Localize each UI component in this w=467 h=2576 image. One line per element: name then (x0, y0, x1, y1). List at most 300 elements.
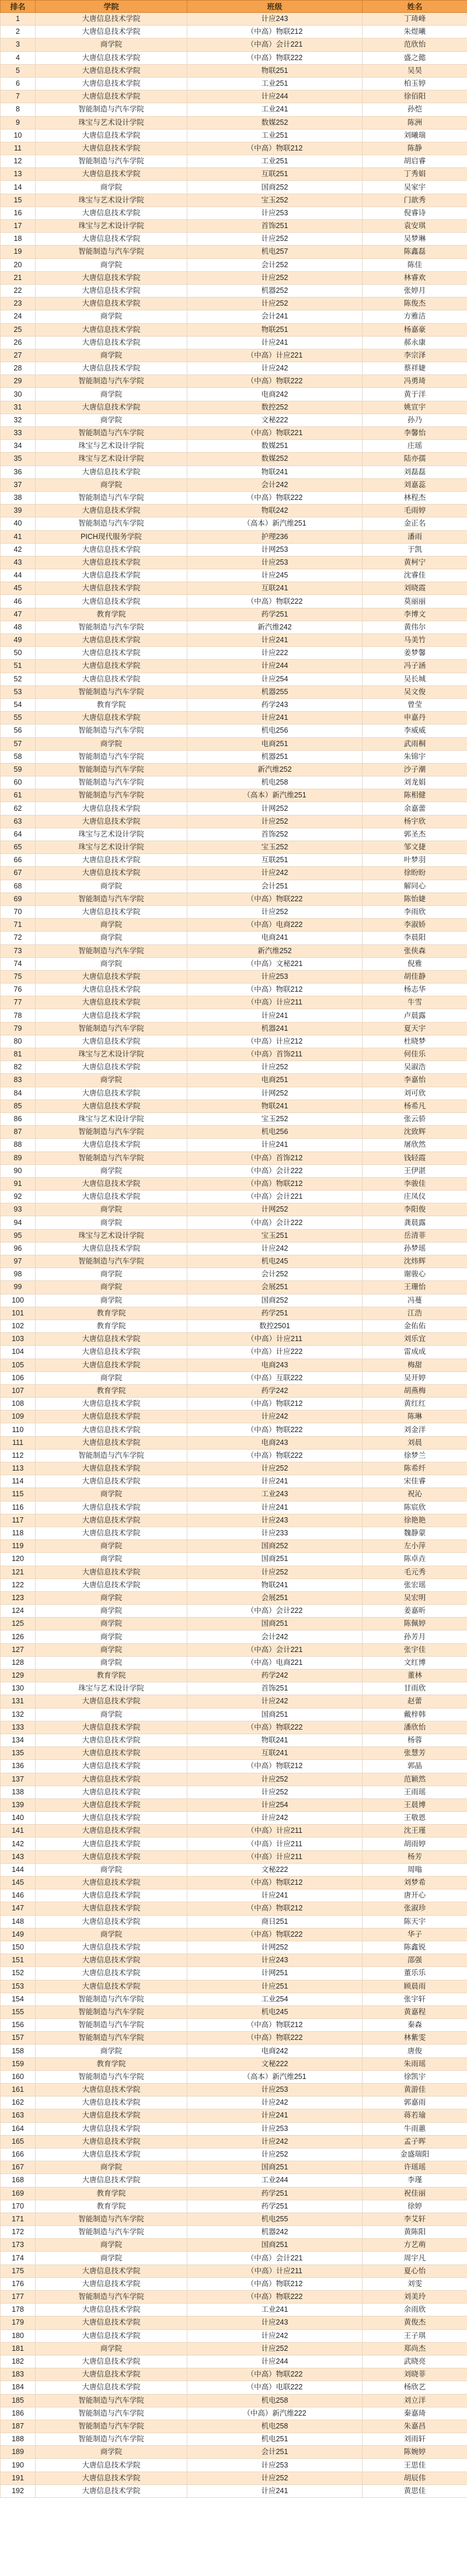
table-row (1, 505, 467, 517)
name-cell: 姜嘉昕 (363, 1605, 467, 1618)
name-cell: 李晨阳 (363, 932, 467, 944)
table-row (1, 1605, 467, 1618)
name-cell: 李艾轩 (363, 2213, 467, 2225)
class-cell: 计应233 (187, 1527, 363, 1539)
table-row (1, 1268, 467, 1281)
school-cell: 大唐信息技术学院 (36, 802, 187, 815)
rank-cell: 26 (1, 336, 36, 349)
school-cell: 大唐信息技术学院 (36, 556, 187, 569)
school-cell: 大唐信息技术学院 (36, 2484, 187, 2497)
school-cell: 大唐信息技术学院 (36, 1035, 187, 1048)
school-cell: 大唐信息技术学院 (36, 1954, 187, 1967)
rank-cell: 9 (1, 116, 36, 129)
school-cell: 智能制造与汽车学院 (36, 1126, 187, 1139)
class-cell: 工业254 (187, 1993, 363, 2006)
table-row (1, 2316, 467, 2329)
rank-cell: 50 (1, 647, 36, 660)
table-row (1, 880, 467, 892)
table-row (1, 298, 467, 310)
school-cell: 商学院 (36, 2342, 187, 2355)
class-cell: 计应252 (187, 815, 363, 828)
rank-cell: 48 (1, 621, 36, 634)
name-cell: 杨宇欣 (363, 815, 467, 828)
class-cell: 机电257 (187, 246, 363, 258)
school-cell: 智能制造与汽车学院 (36, 763, 187, 776)
table-row (1, 2433, 467, 2446)
name-cell: 陈俊杰 (363, 298, 467, 310)
rank-cell: 42 (1, 543, 36, 556)
table-row (1, 970, 467, 983)
school-cell: 大唐信息技术学院 (36, 129, 187, 142)
name-cell: 解同心 (363, 880, 467, 892)
class-cell: 物联241 (187, 1100, 363, 1112)
name-cell: 郑尚杰 (363, 2342, 467, 2355)
table-row (1, 1838, 467, 1850)
school-cell: 珠宝与艺术设计学院 (36, 841, 187, 854)
rank-cell: 85 (1, 1100, 36, 1112)
table-row (1, 905, 467, 918)
school-cell: 大唐信息技术学院 (36, 854, 187, 867)
class-cell: 机电245 (187, 1255, 363, 1268)
name-cell: 胡燕梅 (363, 1384, 467, 1397)
name-cell: 蔡祥婕 (363, 362, 467, 375)
name-cell: 金正名 (363, 517, 467, 530)
name-cell: 吴开婷 (363, 1371, 467, 1384)
class-cell: （中高）物联212 (187, 984, 363, 996)
rank-cell: 162 (1, 2096, 36, 2109)
table-row (1, 491, 467, 504)
rank-cell: 189 (1, 2446, 36, 2459)
table-row (1, 1721, 467, 1734)
school-cell: 大唐信息技术学院 (36, 1812, 187, 1825)
rank-cell: 1 (1, 13, 36, 26)
rank-cell: 128 (1, 1656, 36, 1669)
class-cell: （中高）物联212 (187, 1398, 363, 1410)
rank-cell: 177 (1, 2291, 36, 2304)
name-cell: 雷成成 (363, 1346, 467, 1359)
table-row (1, 1553, 467, 1566)
name-cell: 胡雨婷 (363, 1838, 467, 1850)
class-cell: 计应243 (187, 13, 363, 26)
school-cell: 大唐信息技术学院 (36, 595, 187, 608)
school-cell: 商学院 (36, 1074, 187, 1087)
school-cell: 教育学院 (36, 2200, 187, 2213)
class-cell: 计应253 (187, 206, 363, 219)
name-cell: 夏心怡 (363, 2264, 467, 2277)
name-cell: 孙乃 (363, 414, 467, 426)
school-cell: 商学院 (36, 181, 187, 194)
class-cell: 新汽维242 (187, 621, 363, 634)
table-row (1, 517, 467, 530)
class-cell: 机电258 (187, 2394, 363, 2407)
table-row (1, 1048, 467, 1061)
name-cell: 吴梦琳 (363, 233, 467, 246)
name-cell: 黄红红 (363, 1398, 467, 1410)
school-cell: 智能制造与汽车学院 (36, 427, 187, 440)
rank-cell: 10 (1, 129, 36, 142)
name-cell: 周宇凡 (363, 2252, 467, 2264)
rank-cell: 107 (1, 1384, 36, 1397)
table-row (1, 867, 467, 880)
school-cell: 大唐信息技术学院 (36, 1527, 187, 1539)
school-cell: 大唐信息技术学院 (36, 1798, 187, 1811)
rank-cell: 62 (1, 802, 36, 815)
name-cell: 徐梦兰 (363, 1449, 467, 1462)
name-cell: 董林 (363, 1670, 467, 1682)
rank-cell: 158 (1, 2045, 36, 2057)
table-row (1, 2032, 467, 2045)
name-cell: 祝沁 (363, 1488, 467, 1501)
name-cell: 孙梦瑶 (363, 1242, 467, 1255)
header-row (1, 1, 467, 13)
table-row (1, 2226, 467, 2239)
table-row (1, 750, 467, 763)
table-row (1, 763, 467, 776)
name-cell: 刘雨轩 (363, 2433, 467, 2446)
school-cell: 大唐信息技术学院 (36, 298, 187, 310)
class-cell: 计应252 (187, 2472, 363, 2484)
name-cell: 陈宸欣 (363, 1501, 467, 1514)
class-cell: （中高）物联222 (187, 2368, 363, 2381)
rank-cell: 131 (1, 1695, 36, 1708)
table-row (1, 2084, 467, 2096)
class-cell: 计应252 (187, 271, 363, 284)
class-cell: 计应253 (187, 970, 363, 983)
school-cell: 商学院 (36, 932, 187, 944)
school-cell: 大唐信息技术学院 (36, 2277, 187, 2290)
header-class: 班级 (187, 1, 363, 13)
name-cell: 陈天宇 (363, 1915, 467, 1928)
name-cell: 蒋若瑜 (363, 2109, 467, 2122)
class-cell: 计应252 (187, 2148, 363, 2161)
table-row (1, 1022, 467, 1035)
class-cell: 药学242 (187, 1670, 363, 1682)
name-cell: 刘乐宜 (363, 1333, 467, 1346)
class-cell: 物联242 (187, 505, 363, 517)
class-cell: 计应253 (187, 2459, 363, 2472)
class-cell: 计应241 (187, 1501, 363, 1514)
class-cell: （中高）物联212 (187, 26, 363, 38)
school-cell: 大唐信息技术学院 (36, 582, 187, 595)
rank-cell: 129 (1, 1670, 36, 1682)
rank-cell: 156 (1, 2019, 36, 2032)
rank-cell: 31 (1, 401, 36, 414)
name-cell: 黄于洋 (363, 388, 467, 401)
school-cell: 教育学院 (36, 1320, 187, 1332)
table-row (1, 608, 467, 621)
name-cell: 袁安琪 (363, 220, 467, 233)
class-cell: 国商252 (187, 181, 363, 194)
rank-cell: 66 (1, 854, 36, 867)
name-cell: 张云骄 (363, 1112, 467, 1125)
rank-cell: 4 (1, 51, 36, 64)
table-row (1, 1889, 467, 1902)
school-cell: 大唐信息技术学院 (36, 2084, 187, 2096)
class-cell: 电商242 (187, 2045, 363, 2057)
school-cell: 大唐信息技术学院 (36, 505, 187, 517)
table-row (1, 1359, 467, 1371)
class-cell: 计应253 (187, 556, 363, 569)
name-cell: 门歆秀 (363, 194, 467, 206)
class-cell: 文秘222 (187, 414, 363, 426)
name-cell: 冯子涵 (363, 660, 467, 673)
rank-cell: 115 (1, 1488, 36, 1501)
school-cell: 商学院 (36, 1268, 187, 1281)
table-row (1, 1139, 467, 1152)
name-cell: 武晓亮 (363, 2355, 467, 2368)
school-cell: 商学院 (36, 349, 187, 362)
class-cell: 数控2501 (187, 1320, 363, 1332)
table-row (1, 375, 467, 388)
name-cell: 孙芳月 (363, 1630, 467, 1643)
school-cell: 大唐信息技术学院 (36, 1825, 187, 1838)
table-row (1, 478, 467, 491)
name-cell: 李淑娇 (363, 919, 467, 932)
table-row (1, 1087, 467, 1100)
class-cell: 电商241 (187, 932, 363, 944)
name-cell: 潘欣怡 (363, 1721, 467, 1734)
class-cell: 计应242 (187, 1695, 363, 1708)
name-cell: 卢晨露 (363, 1009, 467, 1022)
name-cell: 赵蕾 (363, 1695, 467, 1708)
table-row (1, 155, 467, 168)
name-cell: 徐艳艳 (363, 1514, 467, 1527)
class-cell: （中高）会计222 (187, 1164, 363, 1177)
school-cell: 商学院 (36, 737, 187, 750)
school-cell: 智能制造与汽车学院 (36, 2433, 187, 2446)
rank-cell: 157 (1, 2032, 36, 2045)
school-cell: 大唐信息技术学院 (36, 1747, 187, 1760)
school-cell: 商学院 (36, 1643, 187, 1656)
rank-cell: 24 (1, 310, 36, 323)
school-cell: 大唐信息技术学院 (36, 2264, 187, 2277)
class-cell: （中高）电联222 (187, 2381, 363, 2394)
school-cell: 大唐信息技术学院 (36, 466, 187, 478)
class-cell: 计应241 (187, 712, 363, 724)
school-cell: 大唐信息技术学院 (36, 1009, 187, 1022)
name-cell: 刘可欣 (363, 1087, 467, 1100)
school-cell: 珠宝与艺术设计学院 (36, 194, 187, 206)
school-cell: 大唐信息技术学院 (36, 543, 187, 556)
name-cell: 刘嘉蕊 (363, 478, 467, 491)
table-row (1, 271, 467, 284)
school-cell: 大唐信息技术学院 (36, 2174, 187, 2187)
table-row (1, 323, 467, 336)
name-cell: 戴梓韩 (363, 1708, 467, 1721)
name-cell: 顾晨雨 (363, 1980, 467, 1993)
rank-cell: 43 (1, 556, 36, 569)
class-cell: 数控252 (187, 401, 363, 414)
class-cell: 计应244 (187, 90, 363, 103)
class-cell: 计应241 (187, 2109, 363, 2122)
table-row (1, 815, 467, 828)
rank-cell: 51 (1, 660, 36, 673)
class-cell: （中高）计应211 (187, 1850, 363, 1863)
name-cell: 何佳乐 (363, 1048, 467, 1061)
rank-cell: 25 (1, 323, 36, 336)
name-cell: 杨蓉 (363, 1734, 467, 1746)
school-cell: 智能制造与汽车学院 (36, 375, 187, 388)
class-cell: （中高）物联212 (187, 2277, 363, 2290)
school-cell: 大唐信息技术学院 (36, 1967, 187, 1980)
school-cell: 大唐信息技术学院 (36, 1087, 187, 1100)
school-cell: 大唐信息技术学院 (36, 2096, 187, 2109)
class-cell: 会计252 (187, 1268, 363, 1281)
name-cell: 刘金洋 (363, 1423, 467, 1436)
class-cell: 计应252 (187, 233, 363, 246)
class-cell: 数媒252 (187, 116, 363, 129)
class-cell: （高本）新汽维251 (187, 789, 363, 802)
name-cell: 宋佳睿 (363, 1475, 467, 1488)
school-cell: 智能制造与汽车学院 (36, 2407, 187, 2420)
class-cell: 药学251 (187, 2200, 363, 2213)
school-cell: 大唐信息技术学院 (36, 13, 187, 26)
name-cell: 王晨博 (363, 1798, 467, 1811)
table-row (1, 129, 467, 142)
rank-cell: 109 (1, 1410, 36, 1423)
class-cell: 计应242 (187, 2135, 363, 2148)
table-row (1, 1527, 467, 1539)
rank-cell: 70 (1, 905, 36, 918)
name-cell: 范欣怡 (363, 38, 467, 51)
school-cell: 大唐信息技术学院 (36, 905, 187, 918)
rank-cell: 110 (1, 1423, 36, 1436)
school-cell: 大唐信息技术学院 (36, 2381, 187, 2394)
name-cell: 倪睿诗 (363, 206, 467, 219)
class-cell: 计网251 (187, 1967, 363, 1980)
school-cell: 大唐信息技术学院 (36, 970, 187, 983)
class-cell: （中高）物联222 (187, 892, 363, 905)
name-cell: 王雨瑶 (363, 1786, 467, 1798)
rank-cell: 81 (1, 1048, 36, 1061)
name-cell: 陈洲 (363, 116, 467, 129)
school-cell: 珠宝与艺术设计学院 (36, 828, 187, 841)
rank-cell: 30 (1, 388, 36, 401)
table-row (1, 1877, 467, 1889)
table-row (1, 1695, 467, 1708)
rank-cell: 80 (1, 1035, 36, 1048)
school-cell: 智能制造与汽车学院 (36, 1255, 187, 1268)
school-cell: 大唐信息技术学院 (36, 2316, 187, 2329)
rank-cell: 39 (1, 505, 36, 517)
rank-cell: 95 (1, 1229, 36, 1242)
name-cell: 王思佳 (363, 2459, 467, 2472)
name-cell: 左小萍 (363, 1540, 467, 1553)
class-cell: 计应222 (187, 647, 363, 660)
table-row (1, 919, 467, 932)
name-cell: 冯勇琦 (363, 375, 467, 388)
class-cell: （高本）新汽维251 (187, 517, 363, 530)
rank-cell: 2 (1, 26, 36, 38)
rank-cell: 190 (1, 2459, 36, 2472)
table-body (1, 13, 467, 2498)
name-cell: 张侠森 (363, 944, 467, 957)
rank-cell: 21 (1, 271, 36, 284)
school-cell: 大唐信息技术学院 (36, 1915, 187, 1928)
class-cell: 文秘222 (187, 2057, 363, 2070)
rank-cell: 100 (1, 1294, 36, 1307)
name-cell: 陈鑫锐 (363, 1941, 467, 1954)
name-cell: 吴家宇 (363, 181, 467, 194)
class-cell: （中高）物联212 (187, 1177, 363, 1190)
table-row (1, 1229, 467, 1242)
school-cell: 大唐信息技术学院 (36, 1242, 187, 1255)
name-cell: 沈致辉 (363, 1126, 467, 1139)
name-cell: 孙恺 (363, 103, 467, 116)
table-row (1, 2277, 467, 2290)
class-cell: 计应252 (187, 1566, 363, 1578)
class-cell: （中高）计应222 (187, 1346, 363, 1359)
rank-cell: 122 (1, 1578, 36, 1591)
school-cell: 大唐信息技术学院 (36, 2109, 187, 2122)
rank-cell: 17 (1, 220, 36, 233)
table-row (1, 1320, 467, 1332)
school-cell: 大唐信息技术学院 (36, 660, 187, 673)
rank-cell: 54 (1, 698, 36, 711)
name-cell: 徐凯宇 (363, 2070, 467, 2083)
school-cell: 大唐信息技术学院 (36, 284, 187, 297)
class-cell: 首饰252 (187, 828, 363, 841)
school-cell: 智能制造与汽车学院 (36, 892, 187, 905)
class-cell: 电商243 (187, 1436, 363, 1449)
school-cell: 智能制造与汽车学院 (36, 724, 187, 737)
class-cell: 计应242 (187, 2329, 363, 2342)
rank-cell: 116 (1, 1501, 36, 1514)
class-cell: （中高）计应211 (187, 1825, 363, 1838)
school-cell: 智能制造与汽车学院 (36, 789, 187, 802)
school-cell: 大唐信息技术学院 (36, 1501, 187, 1514)
school-cell: 大唐信息技术学院 (36, 1734, 187, 1746)
school-cell: 智能制造与汽车学院 (36, 621, 187, 634)
class-cell: 计应245 (187, 569, 363, 582)
name-cell: 方雅洁 (363, 310, 467, 323)
class-cell: （中高）电商221 (187, 1656, 363, 1669)
table-row (1, 1747, 467, 1760)
school-cell: 大唐信息技术学院 (36, 1061, 187, 1074)
class-cell: 商日251 (187, 1915, 363, 1928)
table-row (1, 673, 467, 685)
table-row (1, 698, 467, 711)
rank-cell: 113 (1, 1462, 36, 1475)
school-cell: 大唐信息技术学院 (36, 1941, 187, 1954)
rank-cell: 20 (1, 258, 36, 271)
name-cell: 杨嘉豪 (363, 323, 467, 336)
name-cell: 黄陈阳 (363, 2226, 467, 2239)
table-row (1, 634, 467, 647)
table-row (1, 1773, 467, 1786)
school-cell: 商学院 (36, 2239, 187, 2252)
name-cell: 陈希纤 (363, 1462, 467, 1475)
name-cell: 陈鑫磊 (363, 246, 467, 258)
rank-cell: 3 (1, 38, 36, 51)
name-cell: 叶梦羽 (363, 854, 467, 867)
school-cell: 大唐信息技术学院 (36, 1462, 187, 1475)
table-row (1, 116, 467, 129)
rank-cell: 176 (1, 2277, 36, 2290)
rank-cell: 29 (1, 375, 36, 388)
table-row (1, 1410, 467, 1423)
name-cell: 张慧芳 (363, 1747, 467, 1760)
name-cell: 秦嘉琦 (363, 2407, 467, 2420)
school-cell: 大唐信息技术学院 (36, 401, 187, 414)
rank-cell: 149 (1, 1928, 36, 1941)
rank-cell: 187 (1, 2420, 36, 2432)
rank-cell: 143 (1, 1850, 36, 1863)
rank-cell: 147 (1, 1902, 36, 1915)
name-cell: 刘雯 (363, 2277, 467, 2290)
table-row (1, 1993, 467, 2006)
name-cell: 张宇佳 (363, 1643, 467, 1656)
